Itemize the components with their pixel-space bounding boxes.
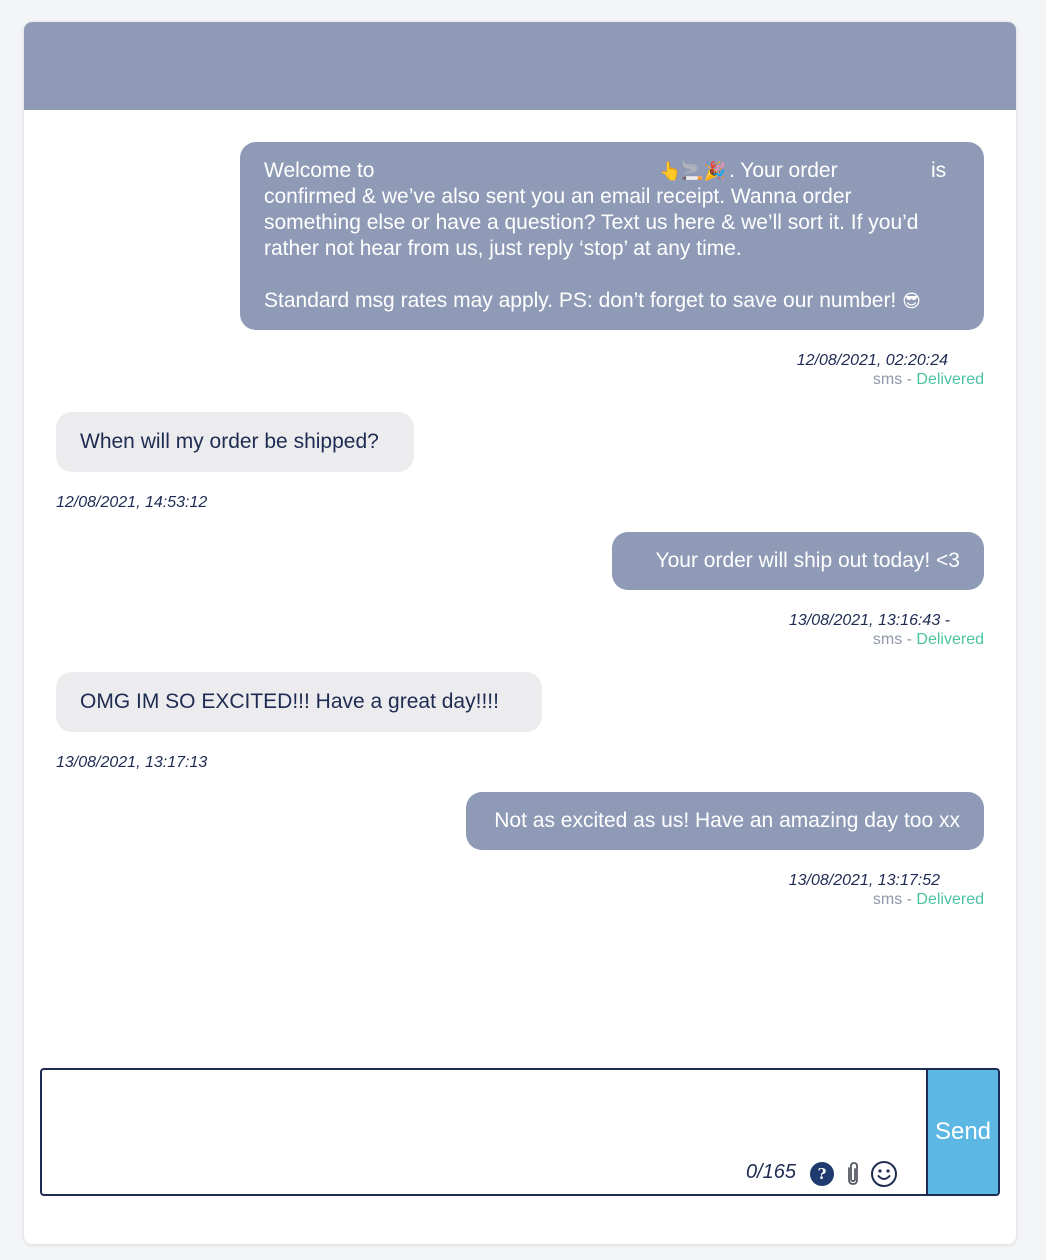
message-bubble-outgoing (612, 532, 984, 590)
message-bubble-incoming (56, 672, 542, 732)
message-text: is (931, 159, 947, 182)
channel-label: sms (872, 631, 903, 648)
delivered-label: Delivered (916, 891, 984, 908)
paperclip-icon[interactable] (842, 1160, 864, 1188)
status-separator: - (902, 631, 917, 648)
message-line: confirmed & we’ve also sent you an email receipt. Wanna order (264, 185, 852, 208)
message-text: Welcome to (264, 159, 375, 182)
status-separator: - (902, 371, 917, 388)
message-bubble-incoming (56, 412, 414, 472)
message-line (264, 288, 960, 314)
delivery-status (724, 630, 984, 649)
emoji-inline: 👆🚬🎉 (659, 161, 727, 181)
delivery-status (724, 370, 984, 389)
message-line: rather not hear from us, just reply ‘stop’ at any time. (264, 237, 742, 260)
message-line (264, 158, 960, 184)
message-text: When will my order be shipped? (80, 430, 379, 453)
send-button[interactable]: Send (928, 1068, 1000, 1196)
message-text: Not as excited as us! Have an amazing day too xx (494, 809, 960, 832)
message-timestamp: 12/08/2021, 02:20:24 (796, 352, 948, 369)
message-text: Your order will ship out today! <3 (655, 549, 960, 572)
character-counter: 0/165 (745, 1161, 796, 1183)
message-text: . Your order (729, 159, 838, 182)
message-timestamp: 13/08/2021, 13:17:52 (788, 872, 940, 889)
smiley-icon[interactable] (870, 1160, 898, 1188)
message-timestamp: 12/08/2021, 14:53:12 (56, 494, 208, 511)
chat-panel (24, 22, 1016, 1244)
message-bubble-outgoing (466, 792, 984, 850)
message-input[interactable] (52, 1078, 916, 1162)
message-bubble-outgoing (240, 142, 984, 330)
sunglasses-emoji: 😎 (902, 291, 921, 311)
channel-label: sms (872, 891, 903, 908)
message-line: something else or have a question? Text us here & we’ll sort it. If you’d (264, 211, 919, 234)
help-icon[interactable]: ? (810, 1162, 834, 1186)
chat-header (24, 22, 1016, 110)
message-timestamp: 13/08/2021, 13:17:13 (56, 754, 208, 771)
delivery-status (724, 890, 984, 909)
delivered-label: Delivered (916, 631, 984, 648)
message-text: OMG IM SO EXCITED!!! Have a great day!!!! (80, 690, 499, 713)
delivered-label: Delivered (916, 371, 984, 388)
message-text: Standard msg rates may apply. PS: don’t forget to save our number! (264, 289, 897, 312)
status-separator: - (902, 891, 917, 908)
message-input-box[interactable] (40, 1068, 928, 1196)
channel-label: sms (872, 371, 903, 388)
message-timestamp: 13/08/2021, 13:16:43 - (788, 612, 950, 629)
message-composer (40, 1068, 1000, 1196)
